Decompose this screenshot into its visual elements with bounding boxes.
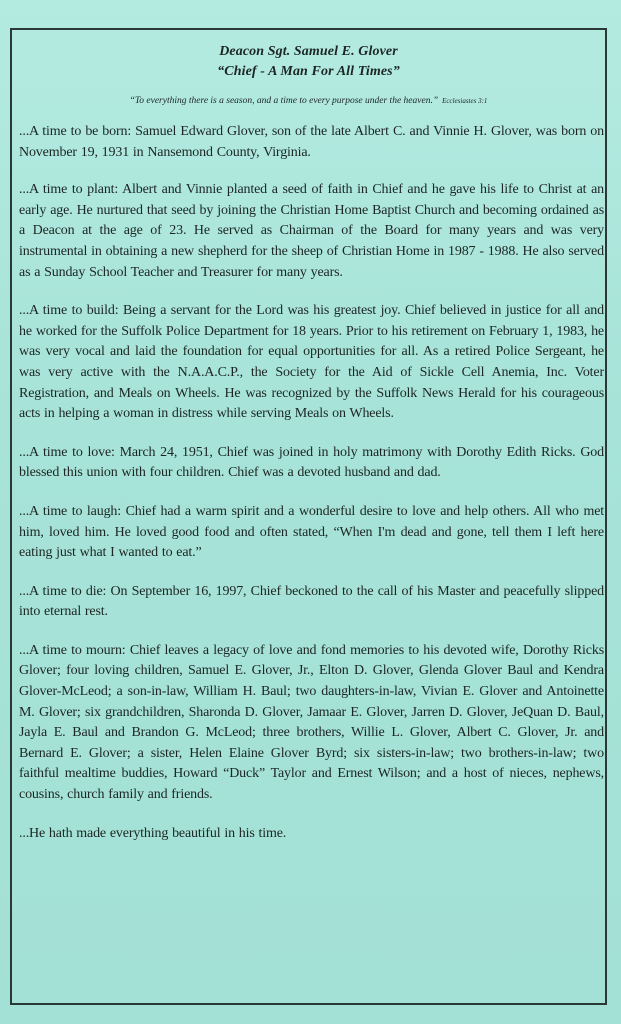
scripture-reference: Ecclesiastes 3:1: [442, 97, 488, 105]
paragraph-die: ...A time to die: On September 16, 1997, Chief beckoned to the call of his Master and peacefully slipped into eternal rest.: [19, 583, 604, 620]
closing-line: ...He hath made everything beautiful in his time.: [19, 825, 287, 841]
paragraph-build: ...A time to build: Being a servant for the Lord was his greatest joy. Chief believed in justice for all and he worked for the Suffolk Police Department for 18 years. Prior to his retirement on February 1, 1983, he was very vocal and laid the foundation for equal opportunities for all. As a retired Police Sergeant, he was very active with the N.A.A.C.P., the Society for the Aid of Sickle Cell Anemia, Inc. Voter Registration, and Meals on Wheels. He was recognized by the Suffolk News Herald for his courageous acts in helping a woman in distress while serving Meals on Wheels.: [19, 303, 604, 422]
obituary-header: [12, 42, 605, 82]
tribute-subtitle: “Chief - A Man For All Times”: [217, 64, 400, 79]
paragraph-mourn: ...A time to mourn: Chief leaves a legacy of love and fond memories to his devoted wife, Dorothy Ricks Glover; four loving children, Samuel E. Glover, Jr., Elton D. Glover, Glenda Glover Baul and Kendra Glover-McLeod; a son-in-law, William H. Baul; two daughters-in-law, Vivian E. Glover and Antoinette M. Glover; six grandchildren, Sharonda D. Glover, Jamaar E. Glover, Jarren D. Glover, JeQuan D. Baul, Jayla E. Baul and Brandon G. McLeod; three brothers, Willie L. Glover, Albert C. Glover, Jr. and Bernard E. Glover; a sister, Helen Elaine Glover Byrd; six sisters-in-law; two brothers-in-law; two faithful mealtime buddies, Howard “Duck” Taylor and Ernest Wilson; and a host of nieces, nephews, cousins, church family and friends.: [19, 642, 604, 803]
paragraph-love: ...A time to love: March 24, 1951, Chief was joined in holy matrimony with Dorothy Edith Ricks. God blessed this union with four children. Chief was a devoted husband and dad.: [19, 444, 604, 481]
paragraph-born: ...A time to be born: Samuel Edward Glover, son of the late Albert C. and Vinnie H. Glover, was born on November 19, 1931 in Nansemond County, Virginia.: [19, 124, 604, 160]
paragraph-plant: ...A time to plant: Albert and Vinnie planted a seed of faith in Chief and he gave his life to Christ at an early age. He nurtured that seed by joining the Christian Home Baptist Church and becoming ordained as a Deacon at the age of 23. He served as Chairman of the Board for many years and was very instrumental in obtaining a new shepherd for the sheep of Christian Home in 1987 - 1988. He also served as a Sunday School Teacher and Treasurer for many years.: [19, 182, 604, 280]
paragraph-laugh: ...A time to laugh: Chief had a warm spirit and a wonderful desire to love and help others. All who met him, loved him. He loved good food and often stated, “When I'm dead and gone, tell them I left here eating just what I wanted to eat.”: [19, 503, 604, 561]
obituary-body: [19, 122, 604, 862]
scripture-quote: “To everything there is a season, and a time to every purpose under the heaven.”: [129, 96, 439, 106]
scripture-epigraph: [12, 94, 605, 108]
deceased-name: Deacon Sgt. Samuel E. Glover: [219, 44, 398, 59]
